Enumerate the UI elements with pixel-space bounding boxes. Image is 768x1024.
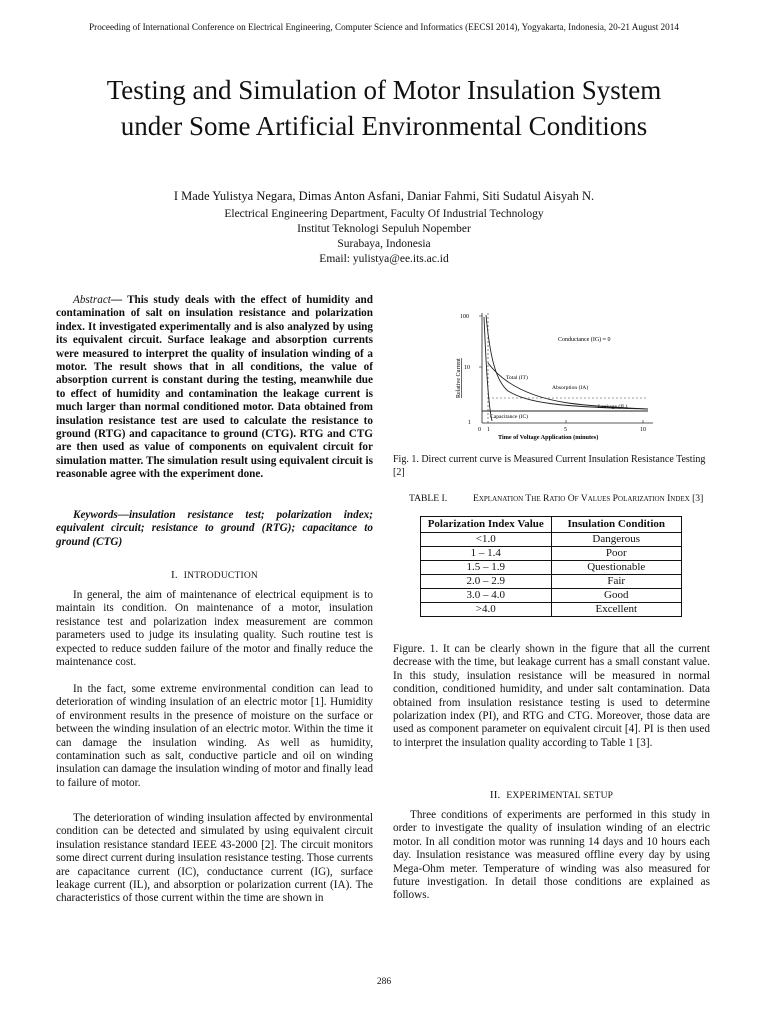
table-header-row — [421, 517, 682, 533]
keywords — [56, 509, 373, 549]
y-tick-10: 10 — [464, 365, 470, 371]
section-number: II. — [489, 789, 501, 801]
table-cell: Dangerous — [551, 532, 682, 546]
right-paragraph-2 — [393, 809, 710, 903]
table-caption-text: Explanation The Ratio Of Values Polarization Index [3] — [473, 493, 704, 504]
figure-1 — [448, 303, 698, 443]
table-title — [393, 493, 710, 505]
figure-caption: Fig. 1. Direct current curve is Measured Current Insulation Resistance Testing [2] — [393, 454, 706, 478]
keywords-text: insulation resistance test; polarization index; equivalent circuit; resistance to ground (RTG); capacitance to ground (CTG) — [56, 509, 373, 548]
section-heading-experimental-setup — [393, 789, 710, 801]
page-number: 286 — [376, 977, 392, 987]
table-cell: Excellent — [551, 602, 682, 616]
section-title: EXPERIMENTAL SETUP — [506, 791, 614, 801]
table-cell: 1 – 1.4 — [421, 546, 552, 560]
table-row — [421, 532, 682, 546]
x-axis-label: Time of Voltage Application (minutes) — [498, 434, 599, 441]
y-tick-100: 100 — [460, 314, 469, 320]
affiliation-department: Electrical Engineering Department, Faculty Of Industrial Technology — [224, 208, 544, 220]
abstract-label: Abstract — [73, 294, 111, 306]
polarization-index-table — [420, 516, 682, 617]
keywords-label: Keywords— — [73, 509, 129, 521]
right-paragraph-1-text: Figure. 1. It can be clearly shown in the figure that all the current decrease with the time, but leakage current has a small constant value. In this study, insulation resistance will be measured in normal condition, conditioned humidity, and under salt contamination. Data obtained from insulation resistance testing is used to determine polarization index (PI), and RTG and CTG. Moreover, those data are used as component parameter on equivalent circuit [4]. PI is then used to interpret the insulation quality according to Table 1 [3]. — [393, 643, 710, 749]
table-cell: 2.0 – 2.9 — [421, 574, 552, 588]
table-cell: Poor — [551, 546, 682, 560]
header-pi-value: Polarization Index Value — [421, 517, 552, 533]
table-row — [421, 574, 682, 588]
x-tick-5: 5 — [564, 427, 567, 433]
y-axis-label: Relative Current — [456, 358, 462, 398]
x-tick-10: 10 — [640, 427, 646, 433]
table-cell: 1.5 – 1.9 — [421, 560, 552, 574]
section-title: INTRODUCTION — [183, 571, 258, 581]
table-cell: Questionable — [551, 560, 682, 574]
table-row — [421, 560, 682, 574]
intro-paragraph-2-text: In the fact, some extreme environmental condition can lead to deterioration of winding insulation of an electric motor [1]. Humidity of environment results in the presence of moisture on the surface or between the winding insulation of an electric motor. Within the time it can damage the insulation winding. As well as humidity, contamination such as salt, conductive particle and oil on winding insulation can damage the insulation winding of motor and finally lead to failure of motor. — [56, 683, 373, 789]
affiliation-email: Email: yulistya@ee.its.ac.id — [319, 253, 449, 265]
affiliation-institute: Institut Teknologi Sepuluh Nopember — [297, 223, 471, 235]
title-line-1: Testing and Simulation of Motor Insulation System — [106, 75, 662, 105]
leakage-label: Leakage (IL) — [598, 404, 628, 410]
right-paragraph-1 — [393, 643, 710, 750]
intro-paragraph-2 — [56, 683, 373, 790]
conference-header: Proceeding of International Conference on Electrical Engineering, Computer Science and Informatics (EECSI 2014), Yogyakarta, Indonesia, 20-21 August 2014 — [89, 22, 679, 32]
intro-paragraph-3-text: The deterioration of winding insulation affected by environmental condition can be detected and simulated by using equivalent circuit insulation resistance standard IEEE 43-2000 [2]. The circuit monitors some direct current during insulation resistance testing. Those currents are capacitance current (IC), conductance current (IG), surface leakage current (IL), and absorption or polarization current (IA). The characteristics of those current within the time are shown in — [56, 812, 373, 905]
table-row — [421, 602, 682, 616]
table-cell: 3.0 – 4.0 — [421, 588, 552, 602]
intro-paragraph-1 — [56, 589, 373, 669]
x-tick-0: 0 — [478, 427, 481, 433]
table-label: TABLE I. — [409, 493, 448, 504]
authors: I Made Yulistya Negara, Dimas Anton Asfani, Daniar Fahmi, Siti Sudatul Aisyah N. — [173, 189, 595, 203]
table-cell: Fair — [551, 574, 682, 588]
table-cell: >4.0 — [421, 602, 552, 616]
absorption-label: Absorption (IA) — [552, 385, 589, 391]
x-tick-1: 1 — [487, 427, 490, 433]
total-current-curve — [486, 315, 648, 409]
title-line-2: under Some Artificial Environmental Conditions — [120, 111, 648, 141]
affiliation — [40, 207, 728, 267]
right-paragraph-2-text: Three conditions of experiments are performed in this study in order to investigate the quality of insulation winding of an electric motor. In all condition motor was running 14 days and 10 hours each day. Insulation resistance was measured offline every day by using Mega-Ohm meter. Temperature of winding was also measured for future investigation. In detail those conditions are explained as follows. — [393, 809, 710, 902]
table-cell: <1.0 — [421, 532, 552, 546]
paper-title — [30, 72, 738, 144]
intro-paragraph-3 — [56, 812, 373, 906]
table-cell: Good — [551, 588, 682, 602]
table-row — [421, 546, 682, 560]
section-number: I. — [171, 569, 178, 581]
capacitance-label: Capacitance (IC) — [490, 414, 529, 420]
conductance-label: Conductance (IG) ≈ 0 — [558, 337, 611, 343]
header-insulation-condition: Insulation Condition — [551, 517, 682, 533]
table-row — [421, 588, 682, 602]
total-label: Total (IT) — [506, 375, 528, 381]
intro-paragraph-1-text: In general, the aim of maintenance of electrical equipment is to maintain its condition. On maintenance of a motor, insulation resistance test and polarization index measurement are common parameters used to judge its insulating quality. Such routine test is expected to reduce sudden failure of the motor and finally reduce the maintenance cost. — [56, 589, 373, 669]
abstract — [56, 294, 373, 482]
affiliation-city: Surabaya, Indonesia — [337, 238, 431, 250]
current-curve-plot — [448, 303, 698, 443]
section-heading-introduction — [56, 569, 373, 581]
y-tick-1: 1 — [468, 420, 471, 426]
abstract-text: — This study deals with the effect of humidity and contamination of salt on insulation resistance and polarization index. It investigated experimentally and is also analyzed by using its equivalent circuit. Surface leakage and absorption currents were measured to interpret the quality of insulation winding of a motor. The result shows that in all conditions, the value of absorption current is constant during the testing, meanwhile due to effect of humidity and contamination the leakage current is much larger than normal conditioned motor. Data obtained from insulation resistance test are used to calculate the resistance to ground (RTG) and capacitance to ground (CTG). RTG and CTG are then used as value of components on equivalent circuit for simulation matter. The simulation result using equivalent circuit is reasonable agree with the experiment done. — [56, 294, 373, 481]
